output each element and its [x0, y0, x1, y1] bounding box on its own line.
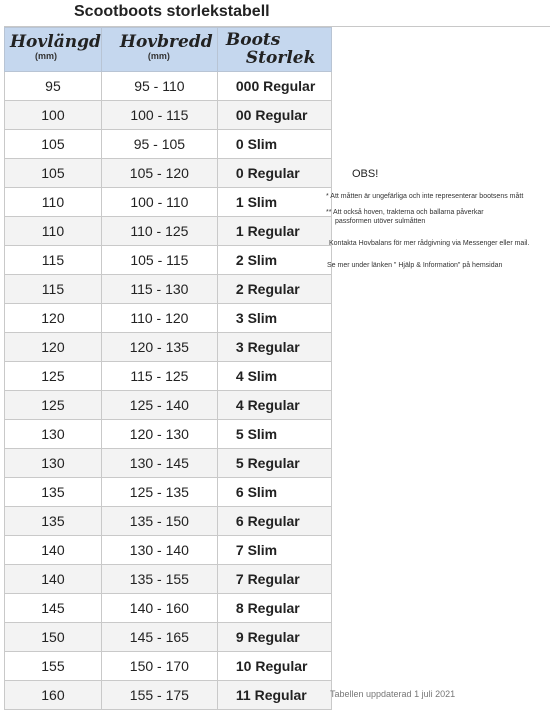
header-hoof-length	[5, 28, 102, 72]
cell-hoof-width: 105 - 115	[101, 246, 217, 275]
header-label: Boots	[225, 30, 281, 50]
cell-hoof-length: 120	[5, 333, 102, 362]
cell-hoof-width: 125 - 140	[101, 391, 217, 420]
table-row	[5, 246, 332, 275]
header-unit: (mm)	[35, 51, 57, 61]
cell-hoof-width: 100 - 110	[101, 188, 217, 217]
note-hoof-shape: ** Att också hoven, trakterna och ballarna påverkar	[326, 209, 484, 216]
cell-hoof-width: 115 - 130	[101, 275, 217, 304]
page-title: Scootboots storlekstabell	[74, 3, 270, 20]
cell-boot-size: 3 Slim	[217, 304, 331, 333]
note-link: Se mer under länken " Hjälp & Information" på hemsidan	[327, 262, 503, 269]
cell-hoof-width: 95 - 105	[101, 130, 217, 159]
cell-boot-size: 0 Regular	[217, 159, 331, 188]
cell-hoof-length: 135	[5, 478, 102, 507]
table-row	[5, 188, 332, 217]
table-row	[5, 420, 332, 449]
cell-hoof-length: 105	[5, 159, 102, 188]
header-label: Hovlängd	[10, 32, 101, 52]
table-row	[5, 130, 332, 159]
header-label: Hovbredd	[119, 32, 213, 52]
size-table	[4, 27, 332, 710]
table-row	[5, 652, 332, 681]
cell-hoof-width: 110 - 125	[101, 217, 217, 246]
cell-hoof-length: 120	[5, 304, 102, 333]
cell-boot-size: 1 Regular	[217, 217, 331, 246]
header-boot-size	[217, 28, 331, 72]
cell-hoof-width: 150 - 170	[101, 652, 217, 681]
cell-hoof-length: 125	[5, 391, 102, 420]
cell-hoof-length: 140	[5, 536, 102, 565]
cell-hoof-width: 100 - 115	[101, 101, 217, 130]
table-row	[5, 72, 332, 101]
cell-hoof-length: 140	[5, 565, 102, 594]
cell-boot-size: 4 Regular	[217, 391, 331, 420]
cell-boot-size: 6 Regular	[217, 507, 331, 536]
table-row	[5, 275, 332, 304]
cell-hoof-length: 160	[5, 681, 102, 710]
cell-hoof-width: 145 - 165	[101, 623, 217, 652]
table-row	[5, 101, 332, 130]
cell-boot-size: 00 Regular	[217, 101, 331, 130]
note-measurements: * Att måtten är ungefärliga och inte representerar bootsens mått	[326, 193, 524, 200]
cell-hoof-length: 95	[5, 72, 102, 101]
table-row	[5, 449, 332, 478]
cell-hoof-length: 115	[5, 246, 102, 275]
cell-hoof-length: 145	[5, 594, 102, 623]
cell-boot-size: 11 Regular	[217, 681, 331, 710]
cell-boot-size: 1 Slim	[217, 188, 331, 217]
cell-hoof-width: 130 - 140	[101, 536, 217, 565]
cell-hoof-length: 110	[5, 217, 102, 246]
table-header-row	[5, 28, 332, 72]
cell-hoof-width: 125 - 135	[101, 478, 217, 507]
cell-boot-size: 5 Slim	[217, 420, 331, 449]
cell-boot-size: 0 Slim	[217, 130, 331, 159]
cell-boot-size: 2 Regular	[217, 275, 331, 304]
table-row	[5, 565, 332, 594]
table-row	[5, 478, 332, 507]
cell-boot-size: 10 Regular	[217, 652, 331, 681]
header-hoof-width	[101, 28, 217, 72]
note-contact: Kontakta Hovbalans för mer rådgivning via Messenger eller mail.	[329, 240, 530, 247]
cell-boot-size: 4 Slim	[217, 362, 331, 391]
cell-boot-size: 000 Regular	[217, 72, 331, 101]
table-row	[5, 333, 332, 362]
cell-hoof-length: 130	[5, 420, 102, 449]
cell-hoof-length: 150	[5, 623, 102, 652]
table-row	[5, 623, 332, 652]
table-row	[5, 536, 332, 565]
cell-boot-size: 3 Regular	[217, 333, 331, 362]
table-row	[5, 391, 332, 420]
cell-hoof-length: 125	[5, 362, 102, 391]
cell-hoof-width: 95 - 110	[101, 72, 217, 101]
cell-hoof-width: 140 - 160	[101, 594, 217, 623]
cell-hoof-width: 110 - 120	[101, 304, 217, 333]
cell-hoof-width: 135 - 150	[101, 507, 217, 536]
table-row	[5, 681, 332, 710]
cell-hoof-width: 115 - 125	[101, 362, 217, 391]
cell-boot-size: 8 Regular	[217, 594, 331, 623]
obs-heading: OBS!	[352, 168, 379, 180]
cell-hoof-width: 155 - 175	[101, 681, 217, 710]
cell-boot-size: 2 Slim	[217, 246, 331, 275]
cell-hoof-length: 155	[5, 652, 102, 681]
cell-hoof-length: 110	[5, 188, 102, 217]
cell-hoof-width: 120 - 130	[101, 420, 217, 449]
cell-hoof-length: 135	[5, 507, 102, 536]
cell-boot-size: 7 Slim	[217, 536, 331, 565]
header-label: Storlek	[245, 48, 316, 68]
cell-hoof-width: 105 - 120	[101, 159, 217, 188]
table-row	[5, 304, 332, 333]
table-row	[5, 507, 332, 536]
table-row	[5, 594, 332, 623]
cell-hoof-width: 130 - 145	[101, 449, 217, 478]
cell-boot-size: 5 Regular	[217, 449, 331, 478]
table-row	[5, 159, 332, 188]
cell-hoof-width: 135 - 155	[101, 565, 217, 594]
cell-boot-size: 7 Regular	[217, 565, 331, 594]
cell-hoof-length: 100	[5, 101, 102, 130]
cell-hoof-length: 130	[5, 449, 102, 478]
cell-hoof-length: 105	[5, 130, 102, 159]
note-hoof-shape-cont: passformen utöver sulmåtten	[335, 218, 426, 225]
table-row	[5, 362, 332, 391]
cell-hoof-width: 120 - 135	[101, 333, 217, 362]
size-table-body	[5, 72, 332, 710]
cell-boot-size: 9 Regular	[217, 623, 331, 652]
updated-date: Tabellen uppdaterad 1 juli 2021	[330, 689, 456, 699]
table-row	[5, 217, 332, 246]
cell-hoof-length: 115	[5, 275, 102, 304]
cell-boot-size: 6 Slim	[217, 478, 331, 507]
header-unit: (mm)	[147, 51, 170, 61]
